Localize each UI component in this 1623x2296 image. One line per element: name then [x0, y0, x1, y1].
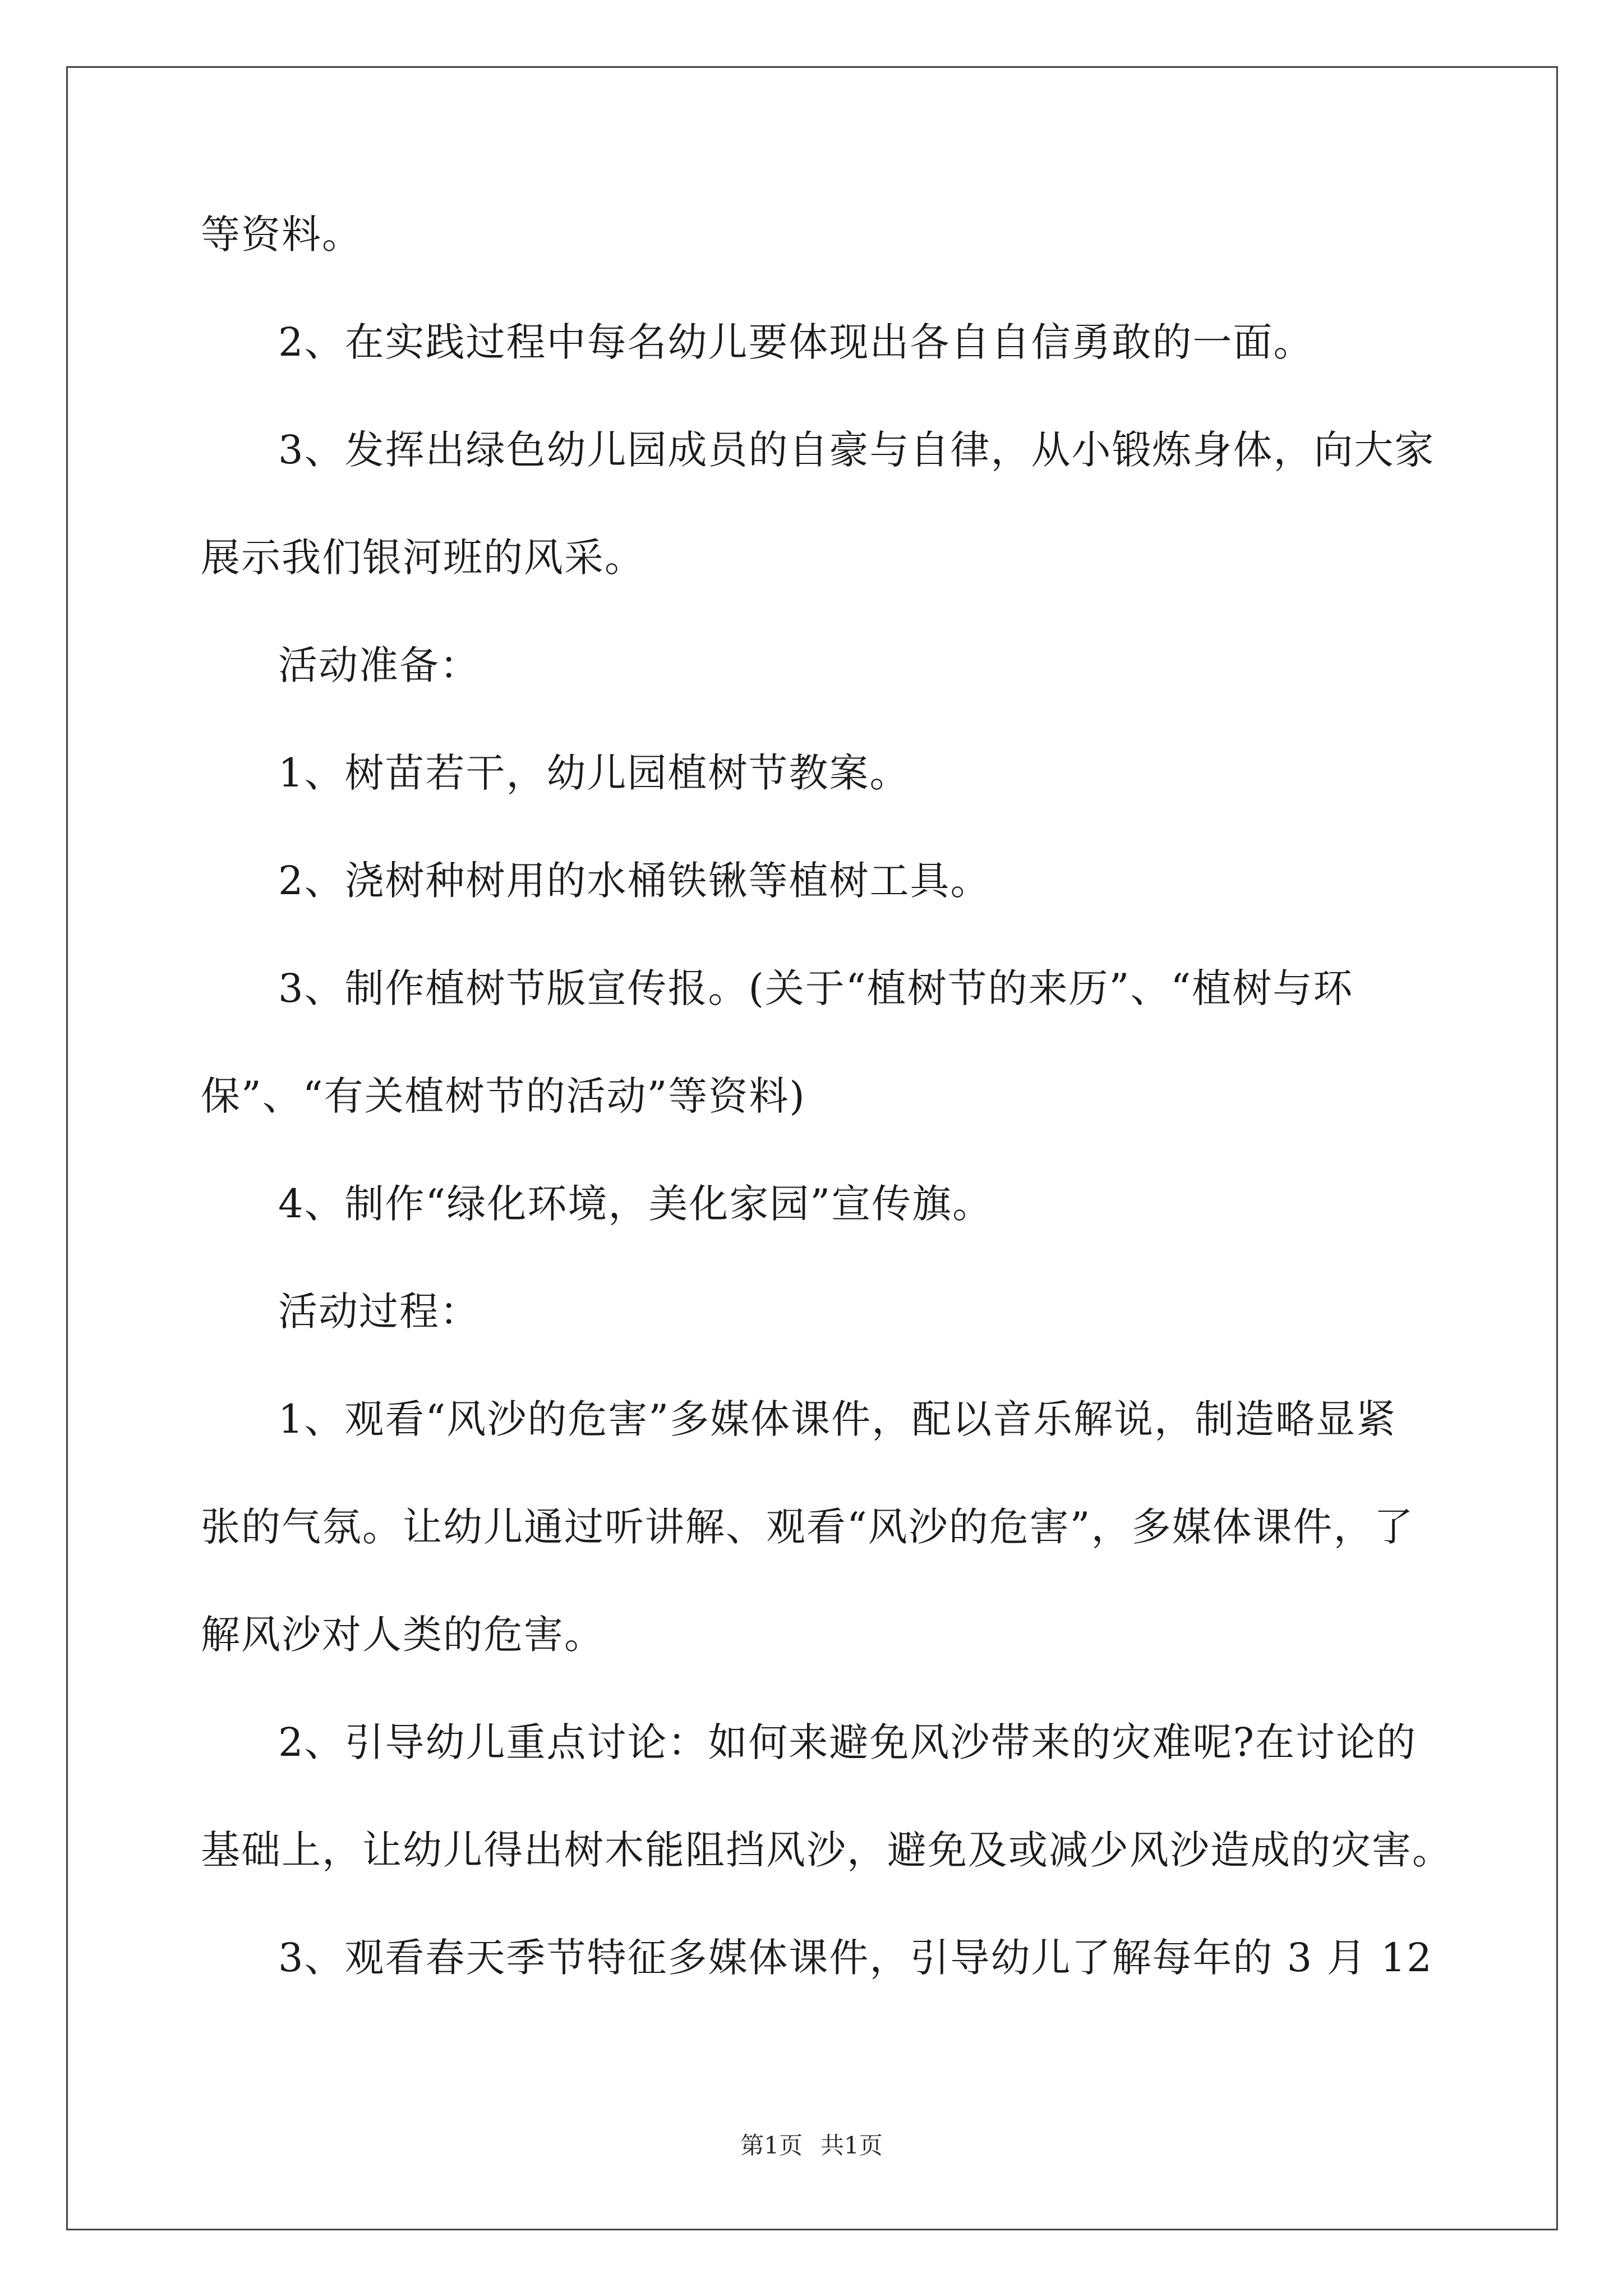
paragraph-line: 张的气氛。让幼儿通过听讲解、观看“风沙的危害”，多媒体课件，了 — [201, 1504, 1414, 1550]
paragraph-line: 2、浇树种树用的水桶铁锹等植树工具。 — [278, 858, 991, 904]
paragraph-line: 1、观看“风沙的危害”多媒体课件，配以音乐解说，制造略显紧 — [278, 1396, 1397, 1442]
page-total: 共1页 — [820, 2132, 883, 2159]
paragraph-line: 3、制作植树节版宣传报。(关于“植树节的来历”、“植树与环 — [278, 965, 1354, 1011]
paragraph-line: 等资料。 — [201, 211, 362, 257]
paragraph-line: 1、树苗若干，幼儿园植树节教案。 — [278, 750, 910, 796]
paragraph-line: 3、发挥出绿色幼儿园成员的自豪与自律，从小锻炼身体，向大家 — [278, 427, 1435, 473]
paragraph-line: 3、观看春天季节特征多媒体课件，引导幼儿了解每年的 3 月 12 — [278, 1935, 1433, 1981]
paragraph-line: 2、在实践过程中每名幼儿要体现出各自自信勇敢的一面。 — [278, 319, 1314, 365]
paragraph-line: 基础上，让幼儿得出树木能阻挡风沙，避免及或减少风沙造成的灾害。 — [201, 1827, 1453, 1873]
paragraph-line: 保”、“有关植树节的活动”等资料) — [201, 1073, 806, 1119]
paragraph-line: 解风沙对人类的危害。 — [201, 1612, 605, 1658]
document-body — [201, 208, 1491, 2039]
paragraph-line: 展示我们银河班的风采。 — [201, 535, 645, 581]
paragraph-line: 2、引导幼儿重点讨论：如何来避免风沙带来的灾难呢?在讨论的 — [278, 1719, 1417, 1765]
section-heading: 活动准备： — [278, 642, 480, 688]
page-number: 第1页 — [740, 2132, 803, 2159]
paragraph-line: 4、制作“绿化环境，美化家园”宣传旗。 — [278, 1181, 993, 1227]
section-heading: 活动过程： — [278, 1289, 480, 1335]
page-footer — [0, 2129, 1623, 2162]
